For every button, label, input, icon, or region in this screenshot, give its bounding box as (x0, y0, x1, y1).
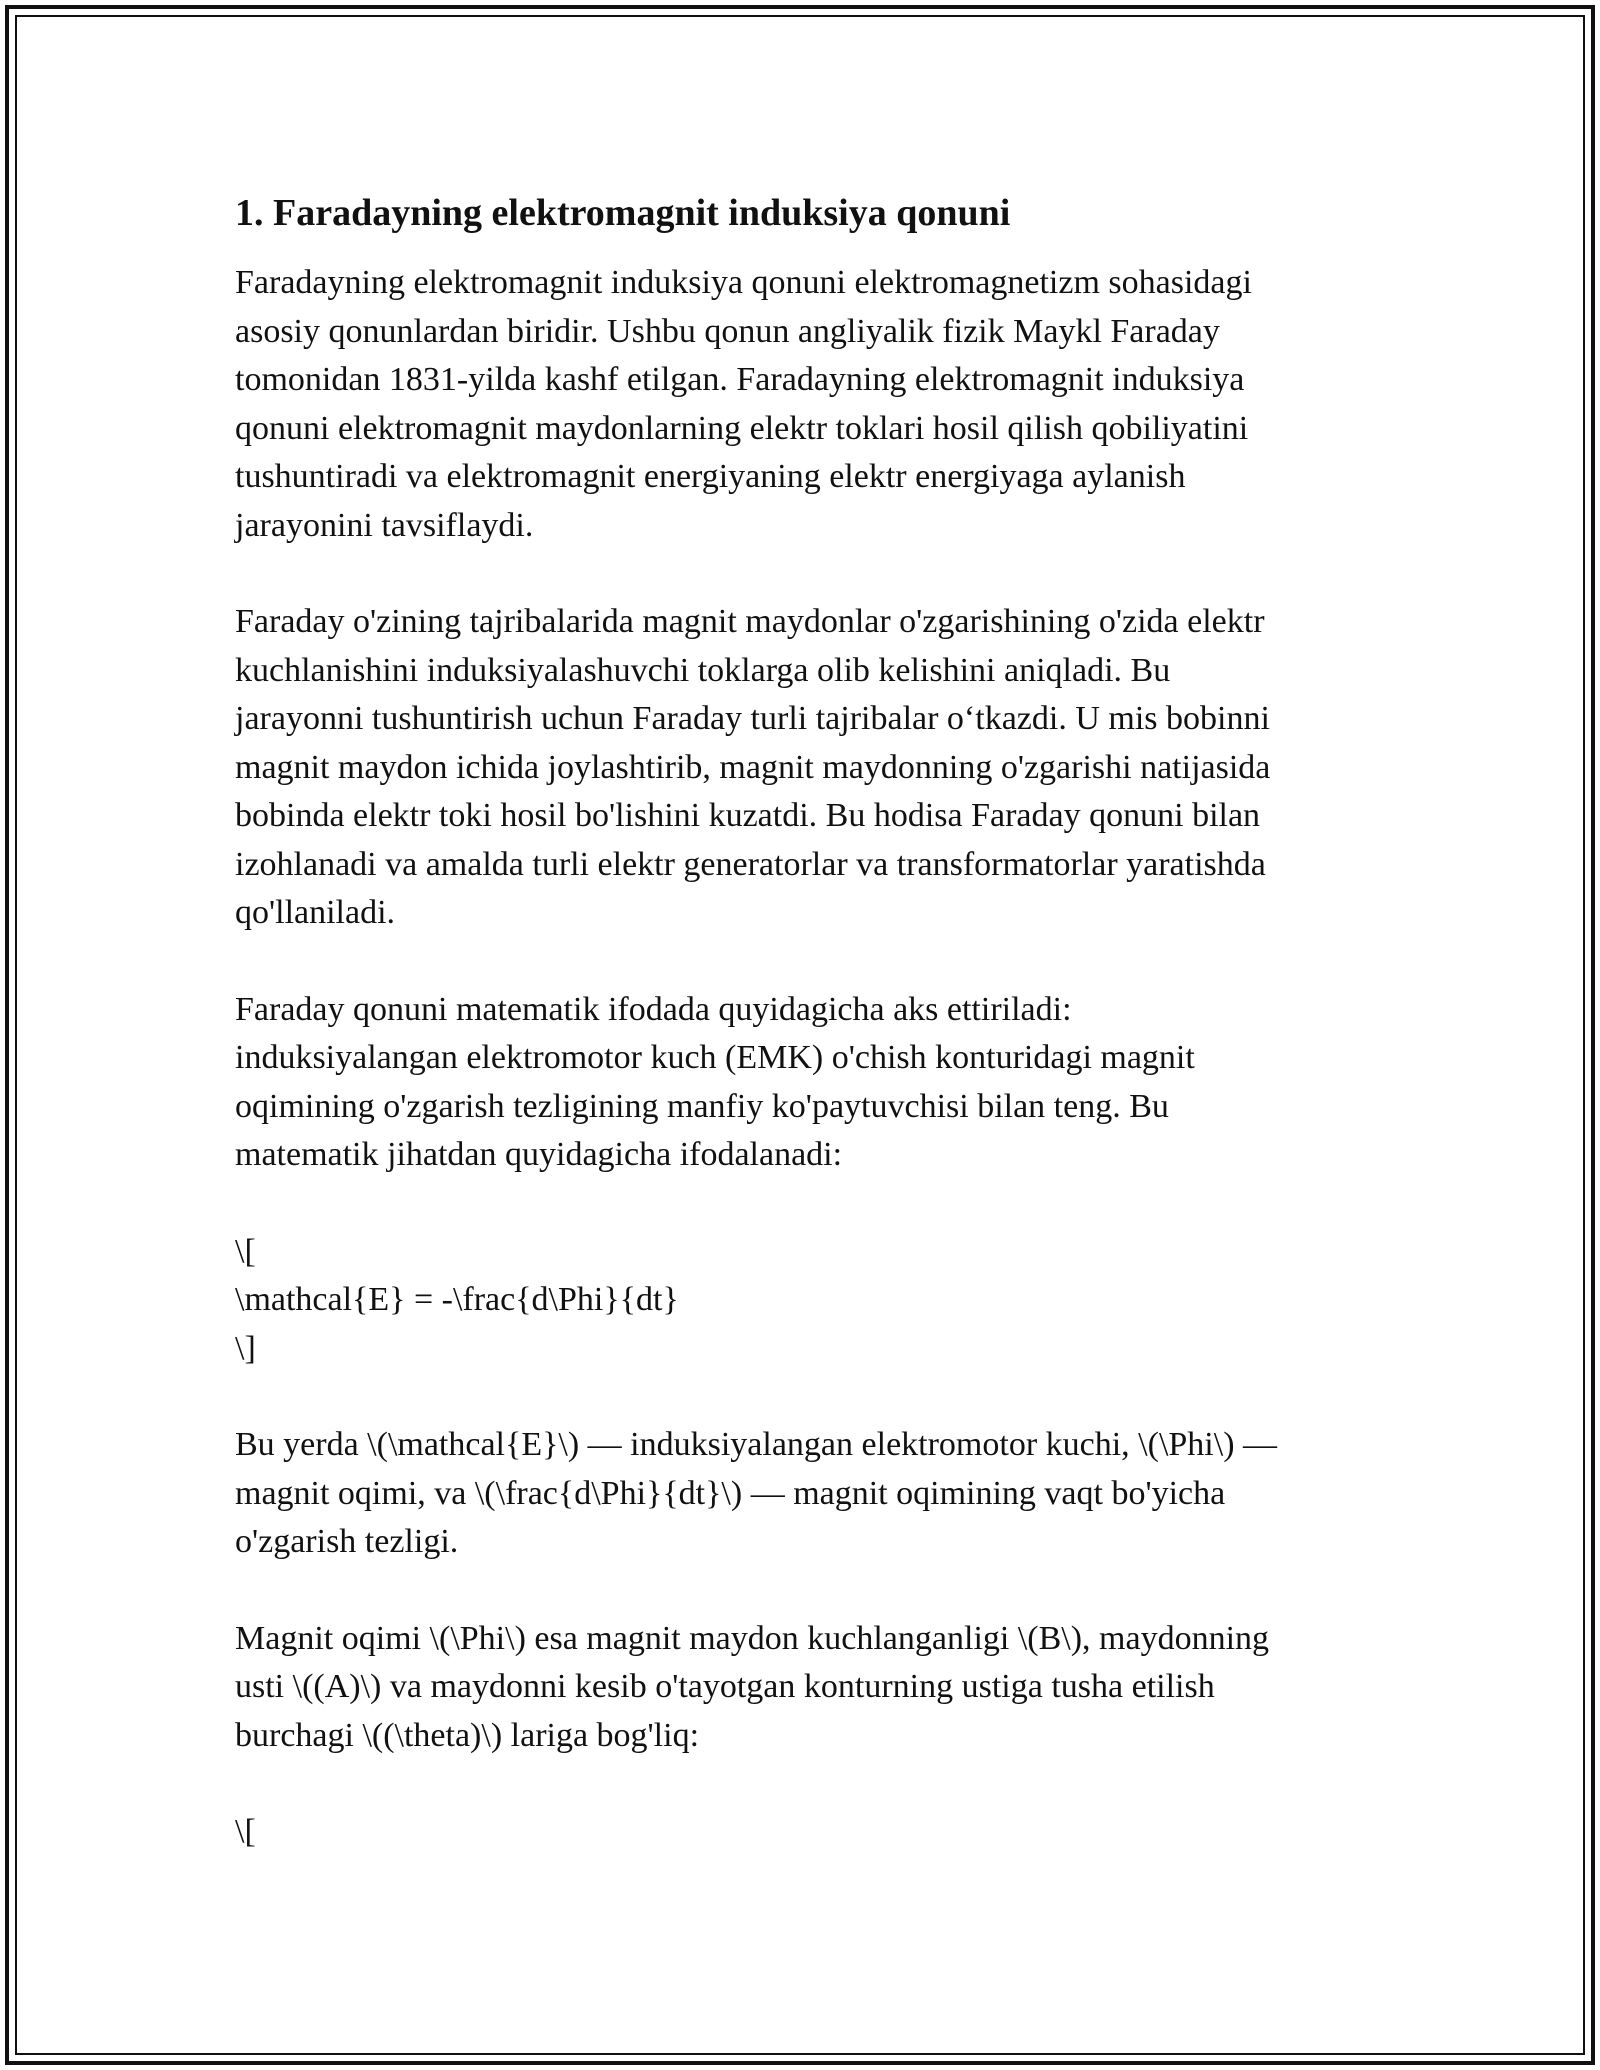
paragraph-definitions: Bu yerda \(\mathcal{E}\) — induksiyalangan elektromotor kuchi, \(\Phi\) — magnit oqimi, va \(\frac{d\Phi}{dt}\) — magnit oqimining vaqt bo'yicha o'zgarish tezligi. (235, 1426, 1278, 1560)
formula-flux (235, 1808, 1375, 1857)
formula-emf (235, 1228, 1375, 1374)
formula-close-delimiter: \] (235, 1329, 256, 1367)
paragraph-experiments: Faraday o'zining tajribalarida magnit maydonlar o'zgarishining o'zida elektr kuchlanishini induksiyalashuvchi toklarga olib kelishini aniqladi. Bu jarayonni tushuntirish uchun Faraday turli tajribalar o‘tkazdi. U mis bobinni magnit maydon ichida joylashtirib, magnit maydonning o'zgarishi natijasida bobinda elektr toki hosil bo'lishini kuzatdi. Bu hodisa Faraday qonuni bilan izohlanadi va amalda turli elektr generatorlar va transformatorlar yaratishda qo'llaniladi. (235, 603, 1271, 931)
document-body (235, 185, 1375, 1905)
formula-expression: \mathcal{E} = -\frac{d\Phi}{dt} (235, 1281, 679, 1318)
paragraph-math-intro: Faraday qonuni matematik ifodada quyidagicha aks ettiriladi: induksiyalangan elektromotor kuch (EMK) o'chish konturidagi magnit oqimining o'zgarish tezligining manfiy ko'paytuvchisi bilan teng. Bu matematik jihatdan quyidagicha ifodalanadi: (235, 990, 1195, 1173)
section-title: 1. Faradayning elektromagnit induksiya qonuni (235, 192, 1011, 234)
paragraph-flux: Magnit oqimi \(\Phi\) esa magnit maydon kuchlanganligi \(B\), maydonning usti \((A)\) va maydonni kesib o'tayotgan konturning ustiga tusha etilish burchagi \((\theta)\) lariga bog'liq: (235, 1619, 1270, 1754)
formula-open-delimiter-2: \[ (235, 1813, 256, 1850)
paragraph-intro: Faradayning elektromagnit induksiya qonuni elektromagnetizm sohasidagi asosiy qonunlardan biridir. Ushbu qonun angliyalik fizik Maykl Faraday tomonidan 1831-yilda kashf etilgan. Faradayning elektromagnit induksiya qonuni elektromagnit maydonlarning elektr toklari hosil qilish qobiliyatini tushuntiradi va elektromagnit energiyaning elektr energiyaga aylanish jarayonini tavsiflaydi. (235, 264, 1252, 544)
formula-open-delimiter: \[ (235, 1232, 256, 1270)
